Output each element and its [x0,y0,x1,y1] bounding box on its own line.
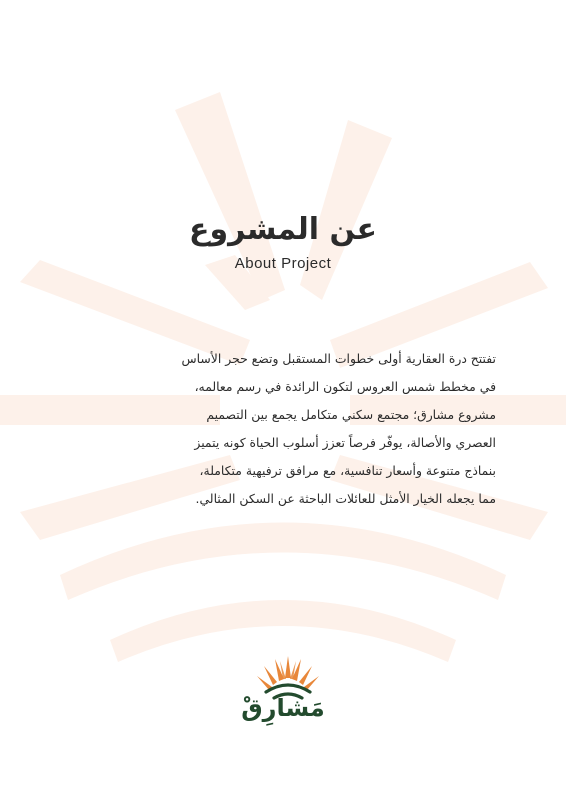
page-title-english: About Project [234,255,332,272]
description-line: تفتتح درة العقارية أولى خطوات المستقبل وتضع حجر الأساس [181,351,496,366]
brand-logo-text: مَشارِقْ [241,694,325,722]
description-line: بنماذج متنوعة وأسعار تنافسية، مع مرافق ترفيهية متكاملة، [199,463,496,478]
project-description [66,345,496,513]
watermark-ray [300,120,392,300]
watermark-arc [60,523,506,601]
description-line: مشروع مشارق؛ مجتمع سكني متكامل يجمع بين التصميم [206,407,496,422]
description-line: العصري والأصالة، يوفّر فرصاً تعزز أسلوب الحياة كونه يتميز [194,435,496,450]
page-title-arabic: عن المشروع [189,212,377,247]
description-line: في مخطط شمس العروس لتكون الرائدة في رسم معالمه، [194,379,496,394]
description-line: مما يجعله الخيار الأمثل للعائلات الباحثة عن السكن المثالي. [195,491,496,506]
